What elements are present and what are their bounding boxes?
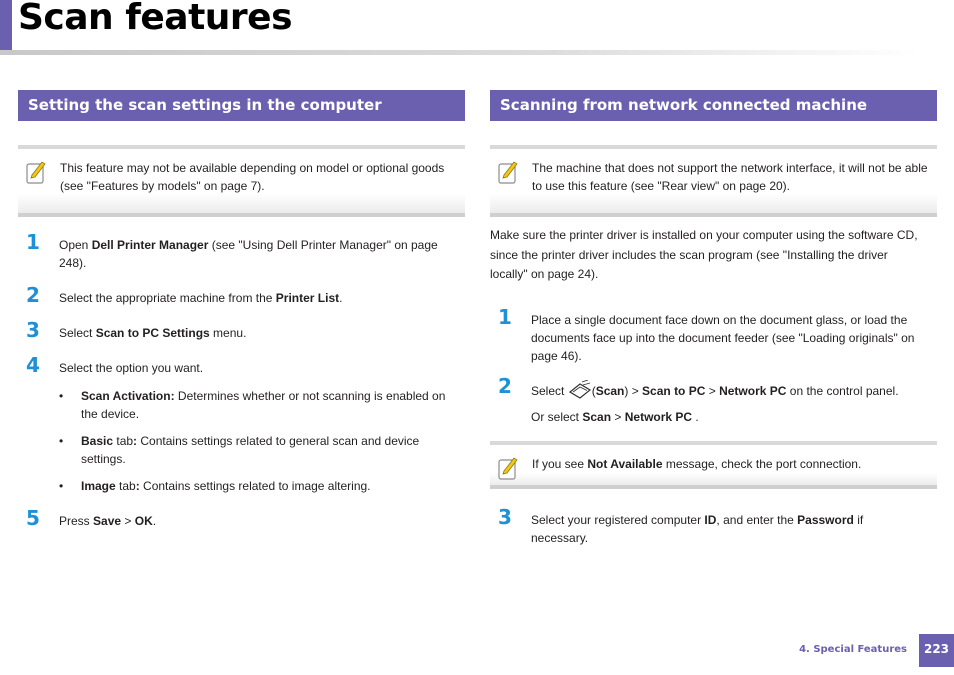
right-column (490, 90, 937, 545)
step-text: Select your registered computer ID, and enter the Password if necessary. (531, 513, 864, 545)
note-box (18, 145, 465, 217)
note-text: The machine that does not support the network interface, it will not be able to use this feature (see "Rear view" on page 20). (532, 161, 928, 193)
footer-chapter: 4. Special Features (799, 644, 907, 655)
step-text: Select (Scan) > Scan to PC > Network PC on the control panel. Or select Scan > Network PC . (531, 380, 937, 426)
note-text: If you see Not Available message, check the port connection. (532, 457, 862, 471)
page-number: 223 (919, 634, 954, 667)
step-text: Select Scan to PC Settings menu. (59, 326, 247, 340)
left-column: Setting the scan settings in the computer This feature may not be available depending on model or optional goods (see "Features by models" on page 7). 1 Open Dell Printer Manager (see "Using Dell Printer Manager" on page 248). 2 Select the appropriate machine from the Printer List. 3 Select Scan to PC Settings menu. 4 Select the option you want. • Scan Activation: Determines whether or not scanning is enabled on the device. • Basic tab: Contains settings related to general scan and device settings. • Image tab: Contains settings related to image altering. 5 Press Save > OK. (18, 90, 465, 217)
section-heading-network-scan: Scanning from network connected machine (490, 90, 937, 121)
title-accent-bar (0, 0, 12, 52)
step-text: Open Dell Printer Manager (see "Using Dell Printer Manager" on page 248). (59, 238, 438, 270)
note-pencil-icon (498, 159, 520, 185)
note-text: This feature may not be available depending on model or optional goods (see "Features by models" on page 7). (60, 161, 445, 193)
step-number: 5 (26, 506, 40, 530)
note-pencil-icon (26, 159, 48, 185)
page-title: Scan features (18, 0, 293, 38)
note-pencil-icon (498, 455, 520, 481)
step-number: 3 (26, 318, 40, 342)
step-text: Select the appropriate machine from the Printer List. (59, 291, 343, 305)
step-text: Place a single document face down on the document glass, or load the documents face up into the document feeder (see "Loading originals" on page 46). (531, 313, 915, 363)
section-heading-scan-settings: Setting the scan settings in the computer (18, 90, 465, 121)
note-box (490, 145, 937, 217)
step-number: 1 (26, 230, 40, 254)
step-text: Select the option you want. (59, 361, 204, 375)
step-number: 1 (498, 305, 512, 329)
step-number: 2 (26, 283, 40, 307)
note-box (490, 441, 937, 489)
scan-icon (568, 380, 592, 400)
title-rule (0, 50, 918, 55)
step-number: 4 (26, 353, 40, 377)
step-text: Press Save > OK. (59, 514, 157, 528)
intro-paragraph: Make sure the printer driver is installed on your computer using the software CD, since the printer driver includes the scan program (see "Installing the driver locally" on page 24). (490, 228, 918, 281)
step-number: 3 (498, 505, 512, 529)
bullet-dot: • (59, 479, 64, 493)
bullet-dot: • (59, 434, 64, 448)
bullet-dot: • (59, 389, 64, 403)
step-number: 2 (498, 374, 512, 398)
